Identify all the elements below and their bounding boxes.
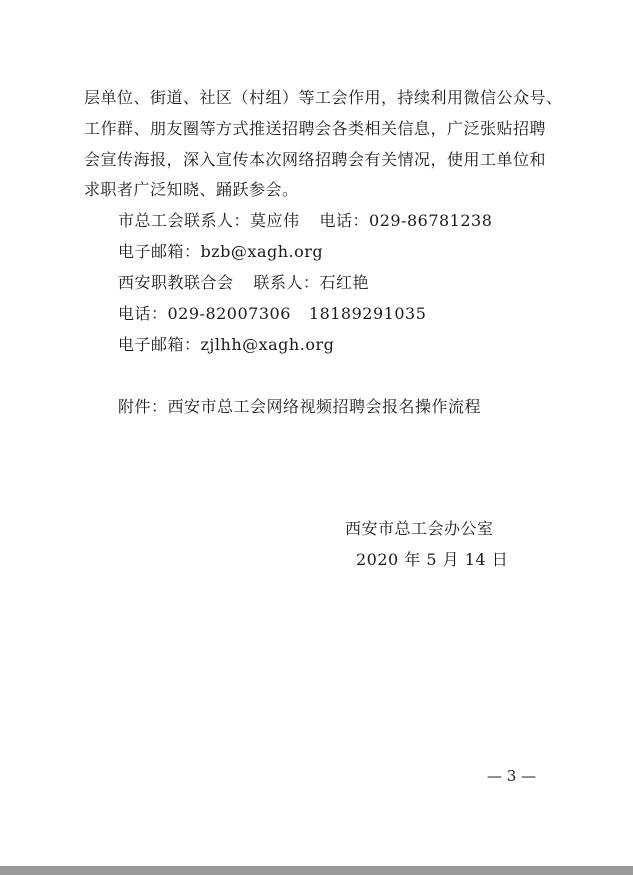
body-line-1: 层单位、街道、社区（村组）等工会作用，持续利用微信公众号、 [84,88,563,107]
signature-org: 西安市总工会办公室 [345,519,494,538]
body-line-3: 会宣传海报，深入宣传本次网络招聘会有关情况，使用工单位和 [84,150,547,169]
page-bottom-border [0,866,633,875]
vocational-org: 西安职教联合会 [118,273,234,292]
vocational-phone: 电话：029-82007306 [118,304,291,323]
union-contact-line [118,211,492,231]
union-contact-phone: 电话：029-86781238 [319,211,493,230]
body-line-4: 求职者广泛知晓、踊跃参会。 [84,180,299,199]
vocational-email: 电子邮箱：zjlhh@xagh.org [118,335,335,354]
body-line-2: 工作群、朋友圈等方式推送招聘会各类相关信息，广泛张贴招聘 [84,119,547,138]
attachment-note: 附件：西安市总工会网络视频招聘会报名操作流程 [118,397,482,416]
page-number: — 3 — [487,767,537,785]
vocational-contact-line [118,273,369,293]
vocational-mobile: 18189291035 [308,304,427,323]
vocational-phone-line [118,304,426,324]
union-email: 电子邮箱：bzb@xagh.org [118,242,324,261]
union-contact-person: 市总工会联系人：莫应伟 [118,211,300,230]
vocational-contact-person: 联系人：石红艳 [253,273,370,292]
signature-date: 2020 年 5 月 14 日 [356,550,509,569]
